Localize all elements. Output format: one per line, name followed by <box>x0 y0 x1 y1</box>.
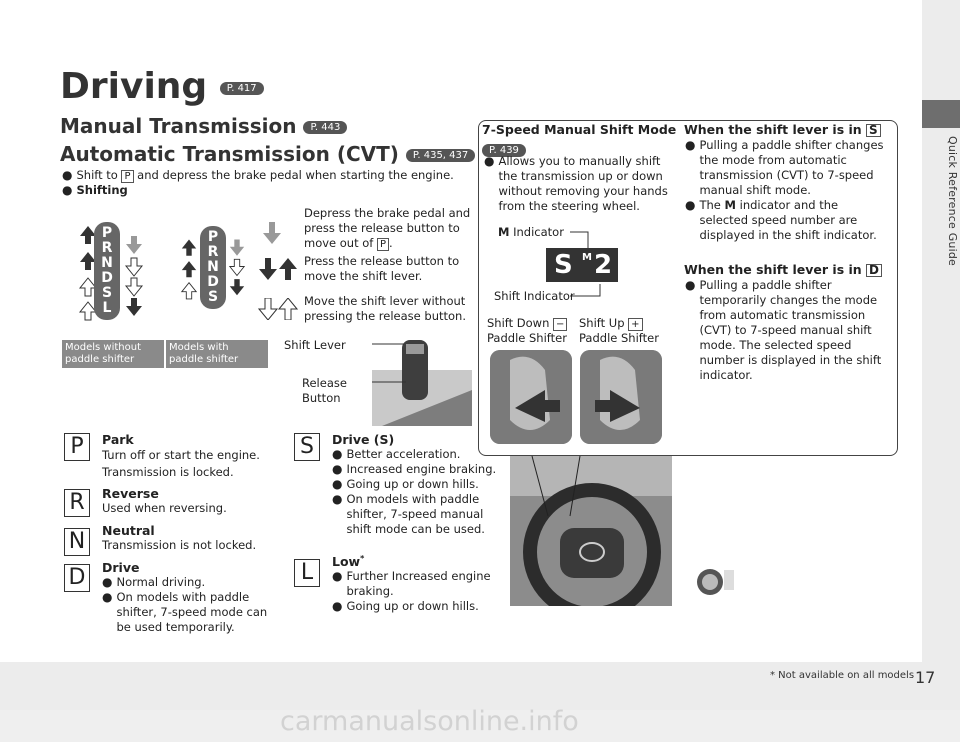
gear-r-letter: R <box>64 489 90 517</box>
gear-d-letter: D <box>64 564 90 592</box>
indicator-leader-lines <box>570 230 630 300</box>
cvt-title: Automatic Transmission (CVT) <box>60 142 399 166</box>
sidebar-tab <box>922 100 960 128</box>
lever-d-title: When the shift lever is in D <box>684 262 882 277</box>
page-title <box>60 66 264 107</box>
watermark-text: carmanualsonline.info <box>280 706 579 737</box>
manual-ref-badge[interactable]: P. 443 <box>303 121 347 134</box>
page-number: 17 <box>915 668 936 687</box>
gear-n-letter: N <box>64 528 90 556</box>
shift-lever-label: Shift Lever <box>284 338 346 352</box>
gear-l-block: Low* ● Further Increased engine braking. ● Going up or down hills. <box>332 554 491 614</box>
page-ref-badge[interactable]: P. 417 <box>220 82 264 95</box>
steering-wheel-photo <box>510 456 672 606</box>
arrows-right-with <box>228 236 246 306</box>
shift-lever-photo <box>372 330 472 426</box>
arrows-left-with <box>180 236 198 306</box>
shift-down-label: Shift Down − Paddle Shifter <box>487 316 567 345</box>
gear-column-with: P R N D S <box>200 226 226 309</box>
lever-s-title: When the shift lever is in S <box>684 122 881 137</box>
shift-down-paddle-photo <box>490 350 572 444</box>
sidebar-label: Quick Reference Guide <box>946 136 959 266</box>
legend-free-icon <box>258 298 298 320</box>
gear-p-letter: P <box>64 433 90 461</box>
seven-speed-ref[interactable]: P. 439 <box>482 140 526 159</box>
legend-free-text: Move the shift lever without pressing the release button. <box>304 294 466 323</box>
gear-p-block: Park Turn off or start the engine. Transmission is locked. <box>102 432 260 479</box>
label-without-paddle: Models without paddle shifter <box>62 340 164 368</box>
gear-n-block: Neutral Transmission is not locked. <box>102 523 257 552</box>
shift-indicator-label: Shift Indicator <box>494 289 575 303</box>
release-button-label: Release Button <box>302 376 347 405</box>
lever-s-bullets: ● Pulling a paddle shifter changes the mode from automatic transmission (CVT) to 7-speed manual shift mode. ● The M indicator and the selected speed number are displayed in the shift indicator. <box>685 138 884 242</box>
cvt-ref-badge[interactable]: P. 435, 437 <box>406 149 475 162</box>
manual-transmission-heading <box>60 114 347 138</box>
gear-r-block: Reverse Used when reversing. <box>102 486 227 515</box>
shift-indicator-display: S M 2 <box>546 248 618 282</box>
shift-up-paddle-photo <box>580 350 662 444</box>
shift-to-text: Shift to P and depress the brake pedal when starting the engine. <box>76 168 454 182</box>
legend-release-icon <box>258 258 298 280</box>
footnote: * Not available on all models <box>770 670 915 681</box>
gear-s-block: Drive (S) ● Better acceleration. ● Increased engine braking. ● Going up or down hills. ● On models with paddle shifter, 7-speed manual shift mode can be used. <box>332 432 497 536</box>
seven-speed-desc: ● Allows you to manually shift the transmission up or down without removing your hands from the steering wheel. <box>484 154 668 213</box>
legend-arrow-brake-icon <box>262 222 282 244</box>
legend-brake-text: Depress the brake pedal and press the release button to move out of P . <box>304 206 471 250</box>
legend-release-text: Press the release button to move the shift lever. <box>304 254 460 283</box>
page-title-text: Driving <box>60 66 208 107</box>
gear-d-block: Drive ● Normal driving. ● On models with paddle shifter, 7-speed mode can be used temporarily. <box>102 560 268 634</box>
engine-start-button-photo <box>694 564 738 600</box>
shifting-label: Shifting <box>76 183 128 197</box>
manual-title: Manual Transmission <box>60 114 297 138</box>
gear-column-without: P R N D S L <box>94 222 120 320</box>
gear-s-letter: S <box>294 433 320 461</box>
lever-d-bullets: ● Pulling a paddle shifter temporarily changes the mode from automatic transmission (CVT) to 7-speed manual shift mode. The selected speed number is displayed in the shift indicator. <box>685 278 882 382</box>
shift-up-label: Shift Up + Paddle Shifter <box>579 316 659 345</box>
cvt-heading <box>60 142 475 166</box>
start-bullets: ● Shift to P and depress the brake pedal when starting the engine. ● Shifting <box>62 168 454 197</box>
label-with-paddle: Models with paddle shifter <box>166 340 268 368</box>
m-indicator-label: M Indicator <box>498 225 564 239</box>
arrows-right-without <box>124 236 144 326</box>
gear-l-letter: L <box>294 559 320 587</box>
seven-speed-title: 7-Speed Manual Shift Mode <box>482 122 677 137</box>
